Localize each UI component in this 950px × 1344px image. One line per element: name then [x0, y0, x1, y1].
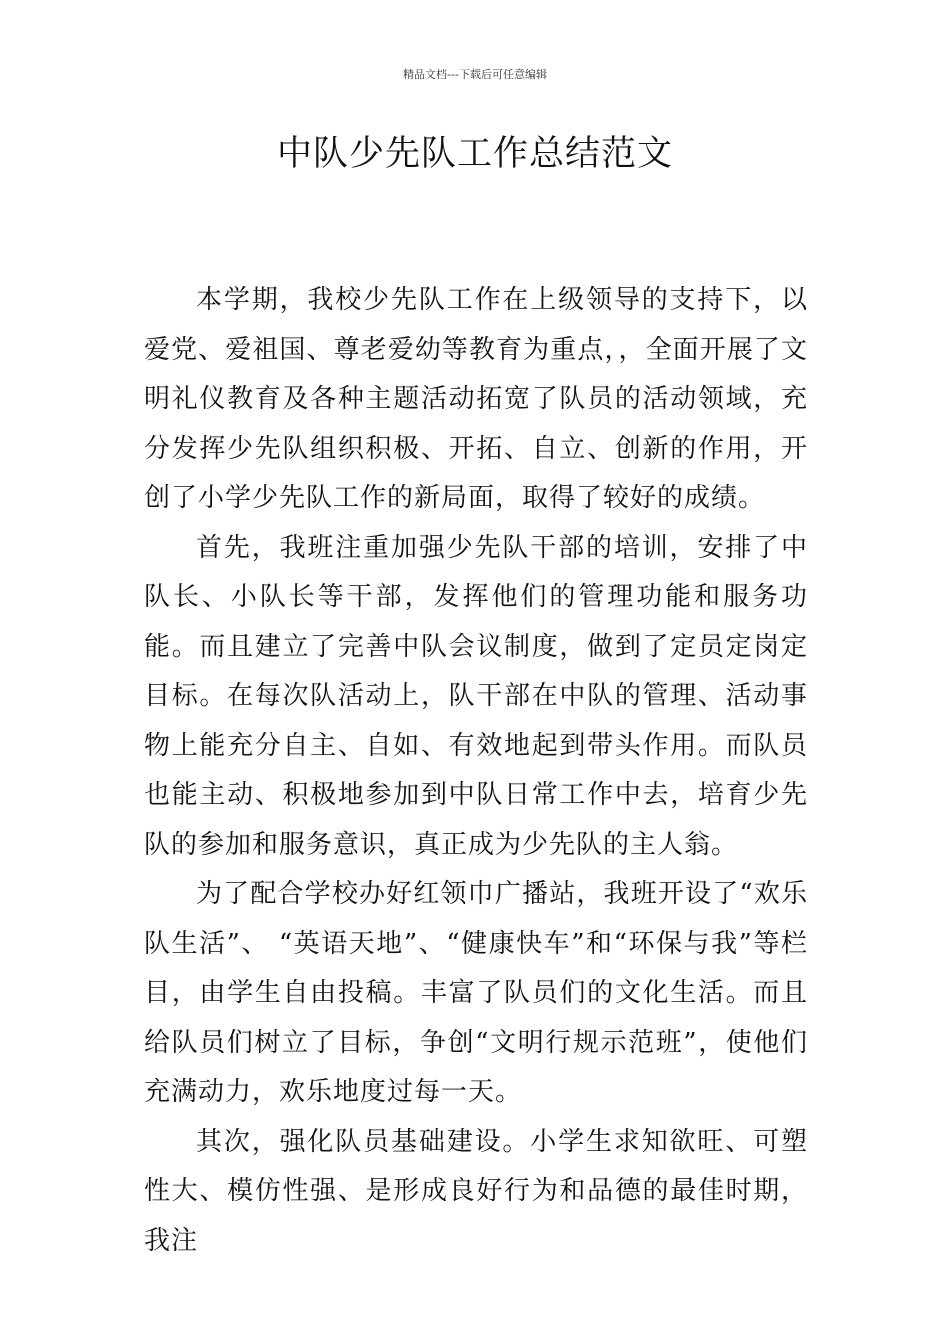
- header-note: 精品文档---下载后可任意编辑: [403, 68, 547, 81]
- paragraph-1: 本学期，我校少先队工作在上级领导的支持下，以爱党、爱祖国、尊老爱幼等教育为重点，，全面开展了文明礼仪教育及各种主题活动拓宽了队员的活动领域，充分发挥少先队组织积极、开拓、自立、创新的作用，开创了小学少先队工作的新局面，取得了较好的成绩。: [144, 285, 808, 513]
- document-body: [144, 276, 808, 1266]
- paragraph-3: 为了配合学校办好红领巾广播站，我班开设了“欢乐队生活”、 “英语天地”、“健康快车”和“环保与我”等栏目，由学生自由投稿。丰富了队员们的文化生活。而且给队员们树立了目标，争创“文明行规示范班”，使他们充满动力，欢乐地度过每一天。: [144, 879, 808, 1107]
- paragraph-2: 首先，我班注重加强少先队干部的培训，安排了中队长、小队长等干部，发挥他们的管理功能和服务功能。而且建立了完善中队会议制度，做到了定员定岗定目标。在每次队活动上，队干部在中队的管理、活动事物上能充分自主、自如、有效地起到带头作用。而队员也能主动、积极地参加到中队日常工作中去，培育少先队的参加和服务意识，真正成为少先队的主人翁。: [144, 532, 808, 860]
- document-title: 中队少先队工作总结范文: [276, 134, 673, 174]
- paragraph-4: 其次，强化队员基础建设。小学生求知欲旺、可塑性大、模仿性强、是形成良好行为和品德的最佳时期，我注: [144, 1126, 808, 1256]
